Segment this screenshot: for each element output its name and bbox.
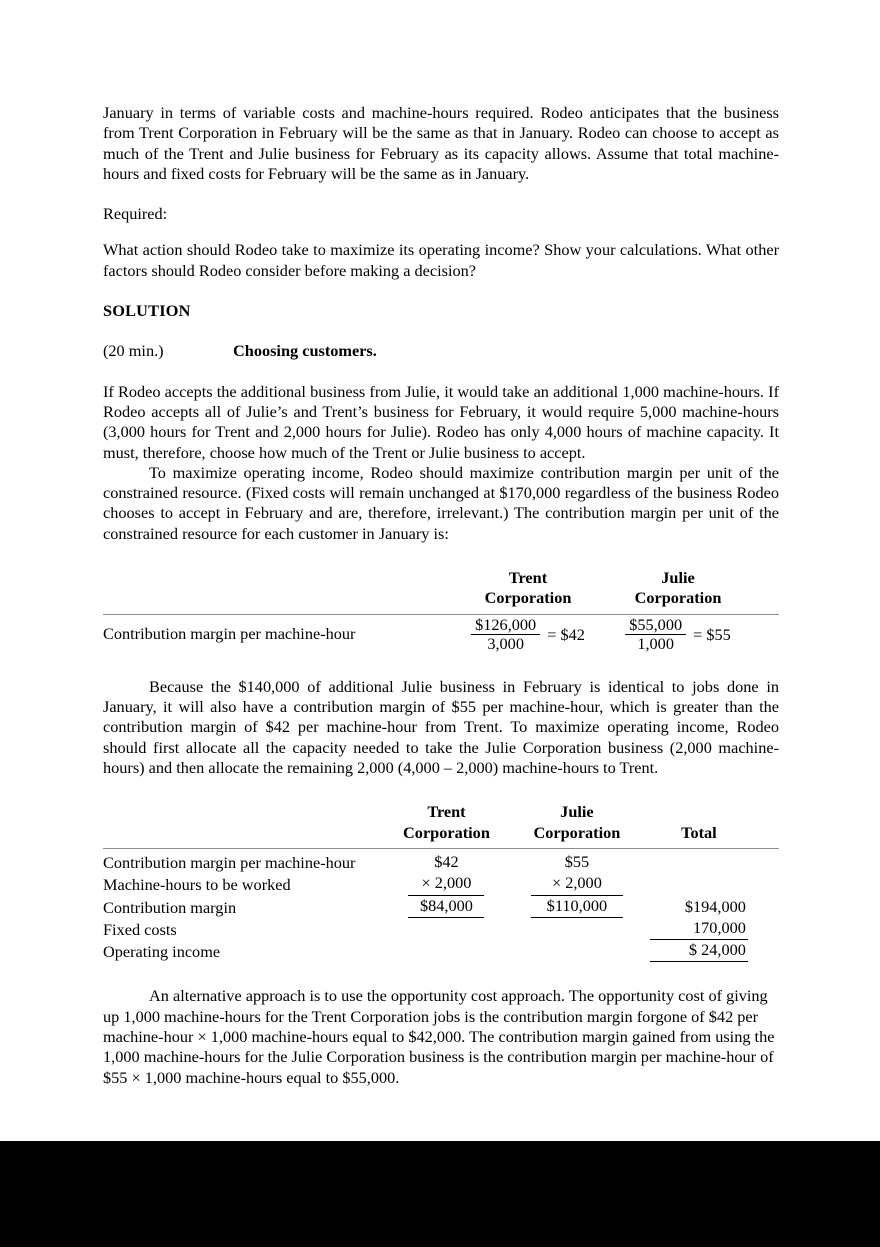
paragraph-intro: January in terms of variable costs and machine-hours required. Rodeo anticipates that the business from Trent Corporation in February will be the same as that in January. Rodeo can choose to accept as much of the Trent and Julie business for February as its capacity allows. Assume that total machine-hours and fixed costs for February will be the same as in January. bbox=[103, 103, 779, 183]
cell-value bbox=[408, 956, 484, 957]
paragraph-body-3: Because the $140,000 of additional Julie business in February is identical to jobs done in January, it will also have a contribution margin of $55 per machine-hour, which is greater than the contribution margin of $42 per machine-hour from Trent. To maximize operating income, Rodeo should first allocate all the capacity needed to take the Julie Corporation business (2,000 machine-hours) and then allocate the remaining 2,000 (4,000 – 2,000) machine-hours to Trent. bbox=[103, 676, 779, 778]
cell-total bbox=[642, 848, 755, 873]
cell-trent bbox=[381, 918, 511, 940]
cell-value bbox=[531, 934, 623, 935]
header-pad bbox=[753, 568, 779, 588]
header-blank-2 bbox=[103, 823, 381, 843]
table-row bbox=[103, 940, 779, 962]
page-content bbox=[103, 103, 779, 1088]
time-estimate: (20 min.) bbox=[103, 341, 164, 361]
cell-julie bbox=[512, 896, 643, 918]
header-blank bbox=[103, 568, 453, 588]
header-trent-line1: Trent bbox=[508, 568, 548, 588]
fraction-group-julie bbox=[625, 614, 731, 654]
table-header-row-2 bbox=[103, 823, 779, 843]
table-row bbox=[103, 614, 779, 653]
spacer bbox=[103, 778, 779, 802]
paragraph-body-1: If Rodeo accepts the additional business from Julie, it would take an additional 1,000 machine-hours. If Rodeo accepts all of Julie’s and Trent’s business for February, it would require 5,000 machine-hours (3,000 hours for Trent and 2,000 hours for Julie). Rodeo has only 4,000 hours of machine capacity. It must, therefore, choose how much of the Trent or Julie business to accept. bbox=[103, 381, 779, 462]
table-operating-income bbox=[103, 802, 779, 962]
fraction-numerator: $126,000 bbox=[471, 617, 540, 636]
problem-title-line bbox=[103, 341, 779, 361]
cell-pad bbox=[753, 614, 779, 653]
paragraph-body-4: An alternative approach is to use the opportunity cost approach. The opportunity cost of giving up 1,000 machine-hours for the Trent Corporation jobs is the contribution margin forgone of $42 per machine-hour × 1,000 machine-hours equal to $42,000. The contribution margin gained from using the 1,000 machine-hours for the Julie Corporation business is the contribution margin per machine-hour of $55 × 1,000 machine-hours equal to $55,000. bbox=[103, 986, 775, 1087]
cell-pad bbox=[756, 918, 779, 940]
cell-julie bbox=[512, 918, 643, 940]
solution-heading: SOLUTION bbox=[103, 301, 191, 321]
cell-julie bbox=[512, 873, 643, 895]
cell-trent bbox=[381, 848, 511, 873]
cell-pad bbox=[756, 940, 779, 962]
row-label: Fixed costs bbox=[103, 919, 177, 939]
table-row bbox=[103, 918, 779, 940]
header-julie-line2: Corporation bbox=[634, 588, 722, 608]
row-label: Contribution margin per machine-hour bbox=[103, 852, 356, 872]
table-row bbox=[103, 896, 779, 918]
cell-pad bbox=[756, 848, 779, 873]
cell-value: × 2,000 bbox=[408, 873, 484, 895]
fraction-result-julie: = $55 bbox=[693, 624, 731, 644]
paragraph-required-body: What action should Rodeo take to maximize its operating income? Show your calculations. What other factors should Rodeo consider before making a decision? bbox=[103, 240, 779, 280]
header-total-blank bbox=[642, 802, 755, 822]
header-pad bbox=[756, 802, 779, 822]
cell-value bbox=[650, 889, 748, 890]
header-trent-line2: Corporation bbox=[484, 588, 572, 608]
table-contribution-margin-per-hour bbox=[103, 568, 779, 653]
cell-value: $84,000 bbox=[408, 896, 484, 918]
cell-value: $194,000 bbox=[684, 896, 746, 916]
spacer bbox=[103, 184, 779, 204]
fraction-trent bbox=[471, 614, 540, 654]
cell-total bbox=[642, 940, 755, 962]
table-body bbox=[103, 848, 779, 962]
table-row bbox=[103, 848, 779, 873]
cell-value bbox=[650, 867, 748, 868]
header-trent-line1: Trent bbox=[427, 802, 466, 822]
cell-value: × 2,000 bbox=[531, 873, 623, 895]
header-pad-2 bbox=[756, 823, 779, 843]
header-trent-line2: Corporation bbox=[403, 822, 490, 842]
fraction-result-trent: = $42 bbox=[547, 624, 585, 644]
header-julie-line2: Corporation bbox=[533, 822, 621, 842]
fraction-denominator: 3,000 bbox=[487, 634, 524, 654]
cell-trent bbox=[381, 940, 511, 962]
cell-julie bbox=[512, 848, 643, 873]
header-blank-2 bbox=[103, 588, 453, 608]
table-header-row-2 bbox=[103, 588, 779, 608]
cell-julie bbox=[512, 940, 643, 962]
cell-pad bbox=[756, 873, 779, 895]
cell-trent bbox=[381, 896, 511, 918]
cell-value: $42 bbox=[434, 851, 459, 871]
problem-title: Choosing customers. bbox=[233, 341, 377, 361]
row-label: Machine-hours to be worked bbox=[103, 875, 291, 895]
table-header-row bbox=[103, 802, 779, 822]
cell-trent bbox=[381, 873, 511, 895]
cell-trent-fraction bbox=[453, 614, 603, 653]
fraction-numerator: $55,000 bbox=[625, 617, 686, 636]
cell-value bbox=[408, 934, 484, 935]
spacer bbox=[103, 224, 779, 240]
cell-value bbox=[531, 956, 623, 957]
spacer bbox=[103, 321, 779, 341]
cell-value: $ 24,000 bbox=[650, 940, 748, 962]
header-julie-line1: Julie bbox=[661, 568, 695, 588]
header-julie-line1: Julie bbox=[560, 802, 594, 822]
spacer bbox=[103, 362, 779, 382]
paragraph-body-2: To maximize operating income, Rodeo should maximize contribution margin per unit of the constrained resource. (Fixed costs will remain unchanged at $170,000 regardless of the business Rodeo chooses to accept in February and are, therefore, irrelevant.) The contribution margin per unit of the constrained resource for each customer in January is: bbox=[103, 462, 779, 543]
cell-total bbox=[642, 873, 755, 895]
cell-value: $110,000 bbox=[531, 896, 623, 918]
header-pad-2 bbox=[753, 588, 779, 608]
cell-pad bbox=[756, 896, 779, 918]
spacer bbox=[103, 962, 779, 986]
table-header-row bbox=[103, 568, 779, 588]
spacer bbox=[103, 281, 779, 301]
row-label: Operating income bbox=[103, 942, 221, 962]
spacer bbox=[103, 544, 779, 568]
cell-value: $55 bbox=[564, 851, 590, 871]
cell-total bbox=[642, 896, 755, 918]
row-label: Contribution margin bbox=[103, 897, 237, 917]
cell-julie-fraction bbox=[603, 614, 753, 653]
fraction-denominator: 1,000 bbox=[637, 634, 674, 654]
row-label: Contribution margin per machine-hour bbox=[103, 623, 356, 643]
header-total: Total bbox=[681, 822, 717, 842]
cell-value: 170,000 bbox=[650, 918, 748, 940]
required-label: Required: bbox=[103, 204, 168, 224]
cell-total bbox=[642, 918, 755, 940]
table-row bbox=[103, 873, 779, 895]
page-bottom-black-bar bbox=[0, 1141, 880, 1247]
spacer bbox=[103, 653, 779, 677]
fraction-group-trent bbox=[471, 614, 585, 654]
header-blank bbox=[103, 802, 381, 822]
fraction-julie bbox=[625, 614, 686, 654]
